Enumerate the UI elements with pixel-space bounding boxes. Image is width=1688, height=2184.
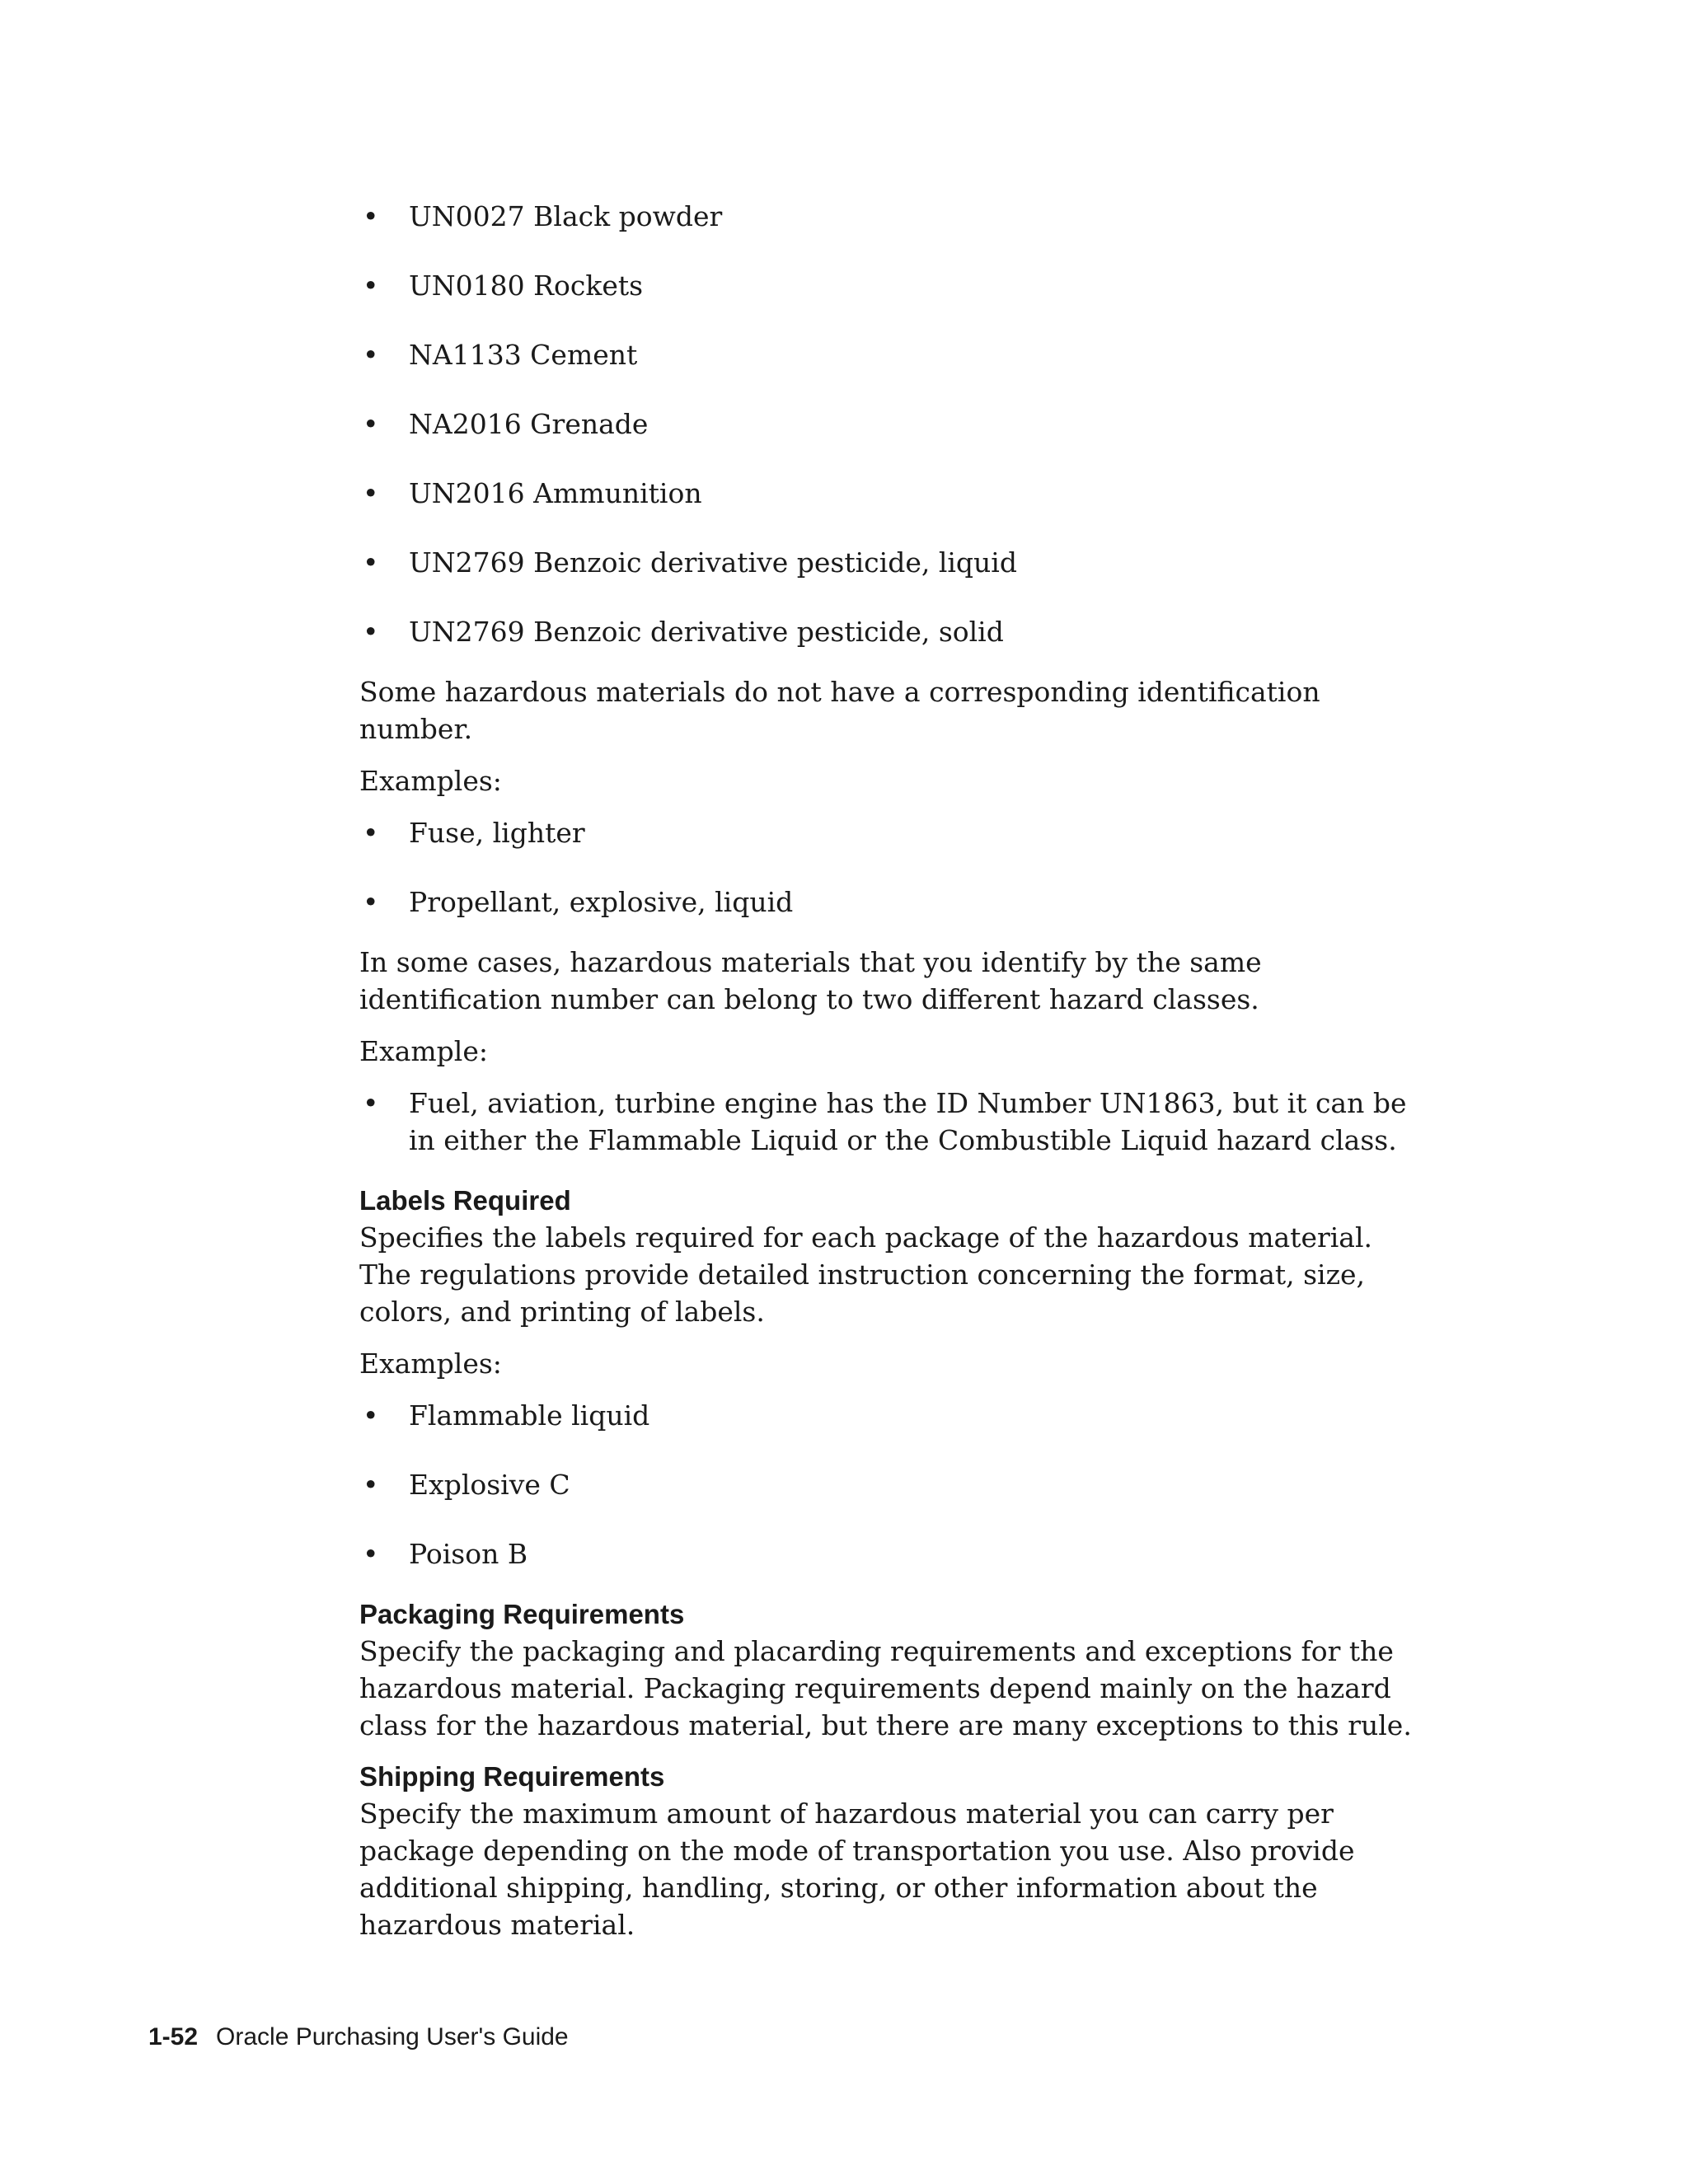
bullet-icon: • xyxy=(363,1087,379,1119)
list-item: • Fuse, lighter xyxy=(359,814,1431,851)
page-footer xyxy=(148,2021,569,2054)
bullet-icon: • xyxy=(363,817,379,849)
list-item: • NA1133 Cement xyxy=(359,336,1431,373)
packaging-requirements-section xyxy=(359,1596,1431,1744)
id-number-list xyxy=(359,198,1431,650)
bullet-icon: • xyxy=(363,1399,379,1432)
example-label: Example: xyxy=(359,1035,488,1067)
bullet-icon: • xyxy=(363,339,379,371)
section-heading: Shipping Requirements xyxy=(359,1761,665,1792)
section-text: Specify the packaging and placarding requirements and exceptions for the hazardous material. Packaging requirements depend mainly on the hazard class for the hazardous material, but there are many exceptions to this rule. xyxy=(359,1635,1412,1741)
section-heading: Packaging Requirements xyxy=(359,1599,685,1629)
list-item: • Fuel, aviation, turbine engine has the ID Number UN1863, but it can be in either the Flammable Liquid or the Combustible Liquid hazard class. xyxy=(359,1085,1431,1159)
examples-label: Examples: xyxy=(359,1347,502,1380)
page-number: 1-52 xyxy=(148,2023,199,2050)
paragraph-same-id: In some cases, hazardous materials that you identify by the same identification number can belong to two different hazard classes. xyxy=(359,946,1262,1015)
bullet-icon: • xyxy=(363,200,379,232)
list-item: • NA2016 Grenade xyxy=(359,405,1431,443)
list-item: • UN0180 Rockets xyxy=(359,267,1431,304)
bullet-icon: • xyxy=(363,408,379,440)
bullet-icon: • xyxy=(363,886,379,918)
list-item: • Propellant, explosive, liquid xyxy=(359,883,1431,921)
no-id-examples-list xyxy=(359,814,1431,921)
same-id-examples-list xyxy=(359,1085,1431,1159)
section-heading: Labels Required xyxy=(359,1185,571,1216)
shipping-requirements-section xyxy=(359,1758,1431,1943)
section-text: Specifies the labels required for each package of the hazardous material. The regulations provide detailed instruction concerning the format, size, colors, and printing of labels. xyxy=(359,1221,1373,1328)
list-item: • UN2016 Ammunition xyxy=(359,475,1431,512)
bullet-icon: • xyxy=(363,269,379,302)
bullet-icon: • xyxy=(363,1538,379,1570)
bullet-icon: • xyxy=(363,477,379,509)
list-item: • UN2769 Benzoic derivative pesticide, liquid xyxy=(359,544,1431,581)
list-item: • UN0027 Black powder xyxy=(359,198,1431,235)
book-title: Oracle Purchasing User's Guide xyxy=(216,2023,569,2050)
list-item: • UN2769 Benzoic derivative pesticide, solid xyxy=(359,613,1431,650)
bullet-icon: • xyxy=(363,546,379,579)
paragraph-no-id: Some hazardous materials do not have a corresponding identification number. xyxy=(359,676,1320,745)
list-item: • Explosive C xyxy=(359,1466,1431,1503)
examples-label: Examples: xyxy=(359,765,502,797)
bullet-icon: • xyxy=(363,1469,379,1501)
list-item: • Flammable liquid xyxy=(359,1397,1431,1434)
labels-examples-list xyxy=(359,1397,1431,1572)
list-item: • Poison B xyxy=(359,1535,1431,1572)
document-body xyxy=(359,198,1431,1958)
section-text: Specify the maximum amount of hazardous material you can carry per package depending on the mode of transportation you use. Also provide additional shipping, handling, storing, or other information about the hazardous material. xyxy=(359,1797,1355,1941)
bullet-icon: • xyxy=(363,616,379,648)
labels-required-section xyxy=(359,1182,1431,1572)
